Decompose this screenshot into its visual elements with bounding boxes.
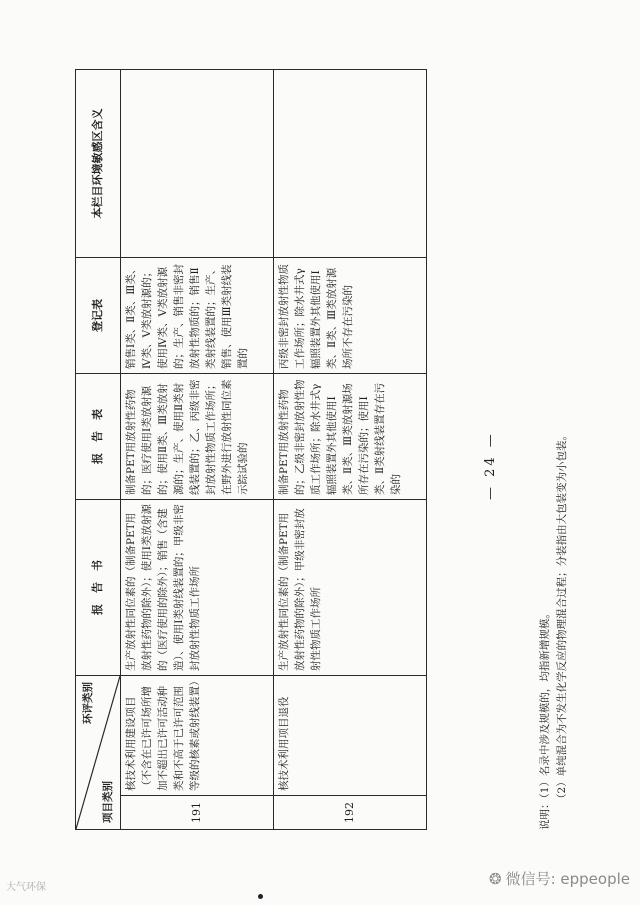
header-sensitive-area: 本栏目环境敏感区含义 xyxy=(76,70,121,258)
report-form-cell: 制备PET用放射性药物的；医疗使用Ⅰ类放射源的；使用Ⅱ类、Ⅲ类放射源的；生产、使用Ⅱ类射线装置的；乙、丙级非密封放射性物质工作场所；在野外进行放射性同位素示踪试验的 xyxy=(121,374,274,500)
page-number: — 24 — xyxy=(483,431,498,500)
register-cell: 丙级非密封放射性物质工作场所；除水井式γ辐照装置外其他使用Ⅰ类、Ⅱ类、Ⅲ类放射源场所不存在污染的 xyxy=(274,258,427,374)
header-project-category: 项目类别 xyxy=(102,781,114,823)
sensitive-area-cell xyxy=(121,70,274,258)
row-number: 192 xyxy=(274,796,427,830)
header-register: 登记表 xyxy=(76,258,121,374)
page-dot xyxy=(258,894,263,899)
watermark-text: 微信号: eppeople xyxy=(505,870,630,888)
classification-table xyxy=(75,69,427,830)
register-cell: 销售Ⅰ类、Ⅱ类、Ⅲ类、Ⅳ类、Ⅴ类放射源的；使用Ⅳ类、Ⅴ类放射源的；生产、销售非密封放射性物质的；销售Ⅱ类射线装置的；生产、销售、使用Ⅲ类射线装置的 xyxy=(121,258,274,374)
header-report-form: 报 告 表 xyxy=(76,374,121,500)
report-form-cell: 制备PET用放射性药物的；乙级非密封放射性物质工作场所；除水井式γ辐照装置外其他使用Ⅰ类、Ⅱ类、Ⅲ类放射源场所存在污染的；使用Ⅰ类、Ⅱ类射线装置存在污染的 xyxy=(274,374,427,500)
note-line-1: 说明：（1）名录中涉及规模的，均指新增规模。 xyxy=(539,608,551,830)
source-logo: 大气环保 xyxy=(6,882,46,893)
table-row xyxy=(274,70,427,830)
rotated-document-page xyxy=(75,70,585,830)
project-category-cell: 核技术利用建设项目（不含在已许可场所增加不超出已许可活动种类和不高于已许可范围等级的核素或射线装置） xyxy=(121,676,274,796)
header-report-book: 报 告 书 xyxy=(76,500,121,676)
header-env-category: 环评类别 xyxy=(82,682,94,724)
sensitive-area-cell xyxy=(274,70,427,258)
report-book-cell: 生产放射性同位素的（制备PET用放射性药物的除外）；甲级非密封放射性物质工作场所 xyxy=(274,500,427,676)
diagonal-header-cell xyxy=(76,676,121,830)
table-row xyxy=(121,70,274,830)
table-notes xyxy=(537,70,571,830)
note-line-2: （2）单纯混合为不发生化学反应的物理混合过程；分装指由大包装变为小包装。 xyxy=(556,429,568,804)
wechat-watermark xyxy=(489,868,630,889)
table-header-row xyxy=(76,70,121,830)
wechat-icon: ❂ xyxy=(489,869,502,888)
report-book-cell: 生产放射性同位素的（制备PET用放射性药物的除外）；使用Ⅰ类放射源的（医疗使用的除外）；销售（含建造）、使用Ⅰ类射线装置的；甲级非密封放射性物质工作场所 xyxy=(121,500,274,676)
project-category-cell: 核技术利用项目退役 xyxy=(274,676,427,796)
row-number: 191 xyxy=(121,796,274,830)
